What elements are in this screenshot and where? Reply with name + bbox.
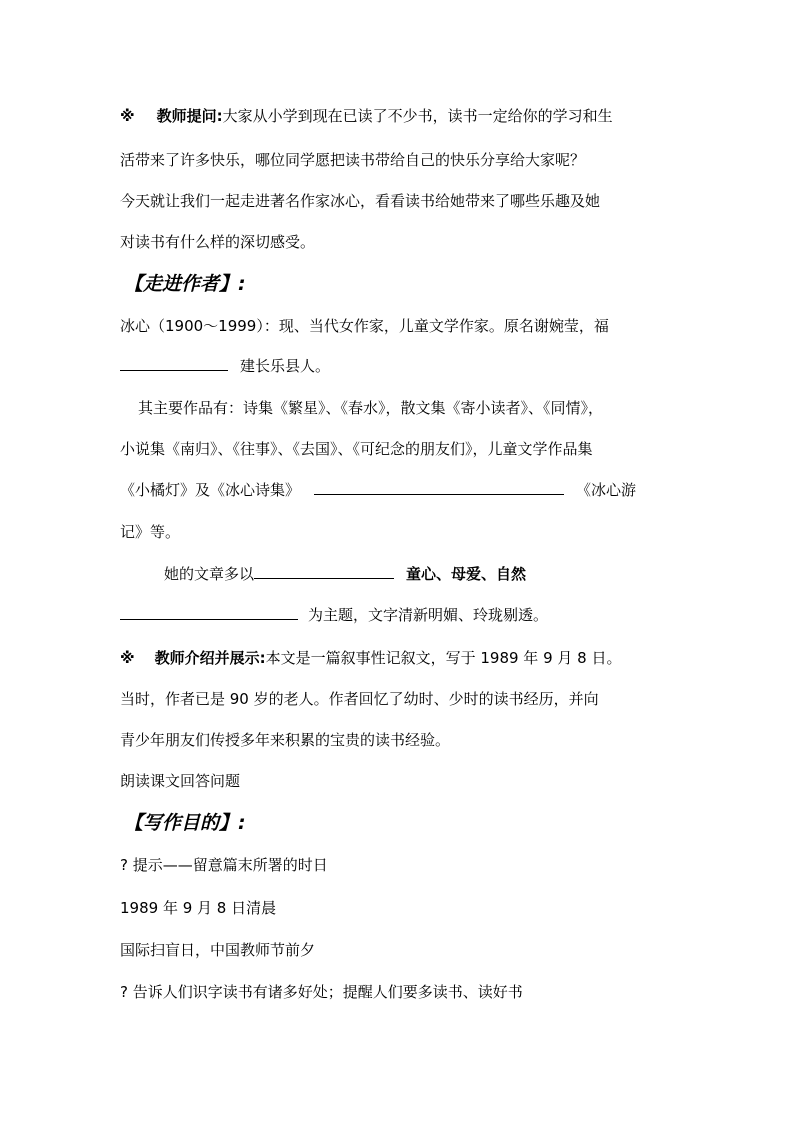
- author-line-2: [120, 356, 330, 376]
- purpose-line-1: ? 提示——留意篇末所署的时日: [120, 856, 328, 874]
- author-birthplace: 建长乐县人。: [240, 357, 331, 375]
- works-text: 《小橘灯》及《冰心诗集》: [120, 481, 301, 499]
- author-heading: 【走进作者】:: [124, 273, 246, 295]
- works-text-end: 《冰心游: [576, 481, 637, 499]
- teacher-line-2: 当时，作者已是 90 岁的老人。作者回忆了幼时、少时的读书经历，并向: [120, 690, 599, 708]
- intro-text: 大家从小学到现在已读了不少书，读书一定给你的学习和生: [222, 107, 613, 125]
- teacher-line-1: [120, 648, 621, 668]
- author-line-1: 冰心（1900～1999）：现、当代女作家，儿童文学作家。原名谢婉莹，福: [120, 317, 609, 335]
- theme-line-1: [164, 564, 526, 584]
- purpose-line-4: ? 告诉人们识字读书有诸多好处；提醒人们要多读书、读好书: [120, 983, 523, 1001]
- intro-line-2: 活带来了许多快乐，哪位同学愿把读书带给自己的快乐分享给大家呢？: [120, 151, 586, 169]
- reference-mark: ※: [120, 107, 135, 125]
- theme-line-2: [120, 605, 548, 625]
- purpose-line-2: 1989 年 9 月 8 日清晨: [120, 899, 277, 917]
- fill-blank[interactable]: [254, 564, 394, 579]
- works-line-4: 记》等。: [120, 523, 181, 541]
- theme-prefix: 她的文章多以: [164, 565, 255, 583]
- purpose-heading: 【写作目的】:: [124, 812, 246, 834]
- works-line-2: 小说集《南归》、《往事》、《去国》、《可纪念的朋友们》，儿童文学作品集: [120, 440, 593, 458]
- purpose-line-3: 国际扫盲日，中国教师节前夕: [120, 941, 316, 959]
- teacher-text: 本文是一篇叙事性记叙文，写于 1989 年 9 月 8 日。: [265, 649, 622, 667]
- fill-blank[interactable]: [120, 605, 298, 620]
- reference-mark: ※: [120, 649, 135, 667]
- intro-line-1: [120, 106, 613, 126]
- teacher-intro-label: 教师介绍并展示:: [154, 649, 266, 667]
- works-line-1: 其主要作品有：诗集《繁星》、《春水》，散文集《寄小读者》、《同情》，: [138, 399, 604, 417]
- intro-line-3: 今天就让我们一起走进著名作家冰心，看看读书给她带来了哪些乐趣及她: [120, 192, 601, 210]
- teacher-question-label: 教师提问:: [156, 107, 223, 125]
- theme-suffix: 为主题，文字清新明媚、玲珑剔透。: [308, 606, 549, 624]
- teacher-line-4: 朗读课文回答问题: [120, 772, 241, 790]
- theme-keywords: 童心、母爱、自然: [406, 565, 527, 583]
- works-line-3: [120, 480, 636, 500]
- fill-blank[interactable]: [120, 356, 228, 371]
- teacher-line-3: 青少年朋友们传授多年来积累的宝贵的读书经验。: [120, 731, 451, 749]
- intro-line-4: 对读书有什么样的深切感受。: [120, 233, 316, 251]
- fill-blank[interactable]: [314, 480, 564, 495]
